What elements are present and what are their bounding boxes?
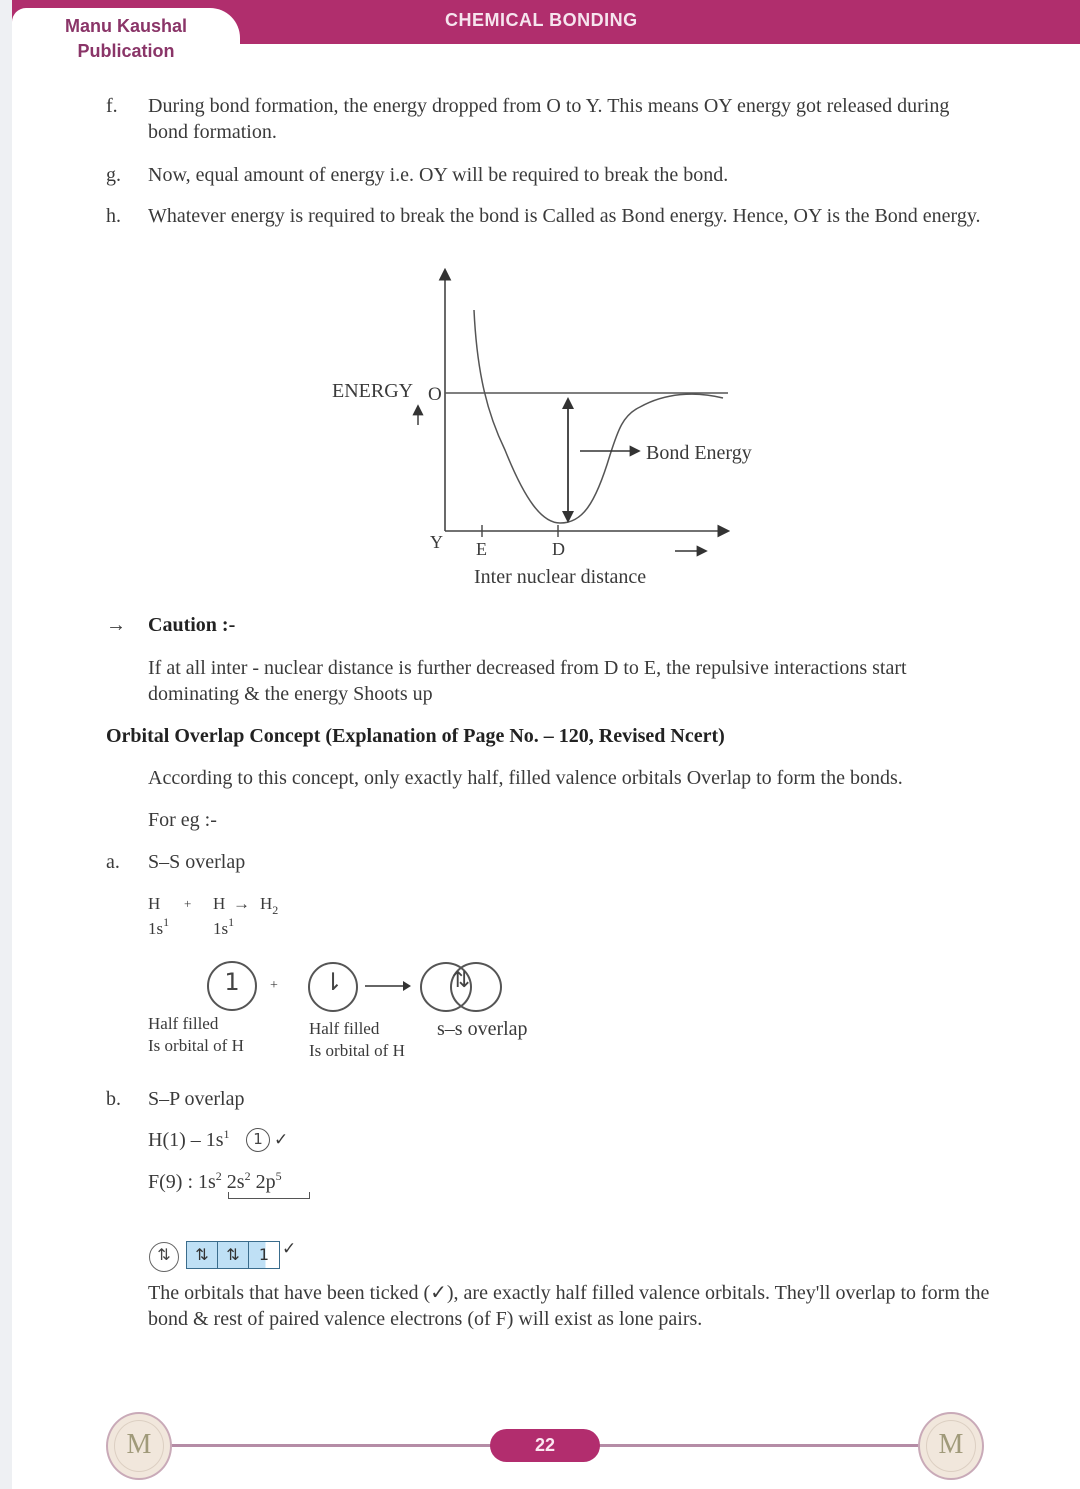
ss-marker: a. bbox=[106, 851, 120, 873]
tick-label-d: D bbox=[552, 539, 565, 559]
f-config-2s: 2s bbox=[221, 1171, 245, 1193]
f-config-2p: 2p bbox=[250, 1171, 276, 1193]
caution-arrow: → bbox=[106, 614, 126, 636]
y-axis-label: ENERGY bbox=[332, 380, 414, 402]
brand-line-1: Manu Kaushal bbox=[64, 16, 188, 36]
point-marker: g. bbox=[106, 164, 121, 186]
f-config-sup-2s: 2 bbox=[244, 1169, 251, 1183]
sp-marker: b. bbox=[106, 1088, 121, 1110]
x-axis-label: Inter nuclear distance bbox=[474, 566, 647, 588]
orbital-box-paired: ⇅ bbox=[218, 1242, 249, 1268]
publisher-seal-right: M bbox=[918, 1412, 984, 1480]
config-2 bbox=[213, 915, 235, 940]
publisher-seal-left: M bbox=[106, 1412, 172, 1480]
eq-plus: + bbox=[184, 896, 192, 911]
orbital-box-half-filled: 1 bbox=[249, 1242, 279, 1268]
section-heading: Orbital Overlap Concept (Explanation of Page No. – 120, Revised Ncert) bbox=[106, 725, 725, 747]
valence-bracket bbox=[228, 1192, 310, 1199]
tick-icon: ✓ bbox=[282, 1239, 297, 1259]
reaction-arrow-icon bbox=[365, 980, 413, 992]
overlap-label: s–s overlap bbox=[437, 1018, 528, 1040]
point-marker: f. bbox=[106, 95, 118, 117]
orbital-label-2-line-1: Half filled bbox=[309, 1019, 380, 1038]
conclusion-text: The orbitals that have been ticked (✓), are exactly half filled valence orbitals. They'll overlap to form the bond & rest of paired valence electrons (of F) will exist as lone pairs. bbox=[148, 1282, 990, 1330]
orbital-label-1 bbox=[148, 1013, 244, 1057]
sp-title: S–P overlap bbox=[148, 1088, 245, 1110]
ss-title: S–S overlap bbox=[148, 851, 246, 873]
bond-energy-label: Bond Energy bbox=[646, 442, 752, 464]
config-2-sup: 1 bbox=[228, 915, 235, 929]
section-intro: According to this concept, only exactly half, filled valence orbitals Overlap to form the bonds. bbox=[148, 767, 903, 789]
for-example-label: For eg :- bbox=[148, 809, 217, 831]
config-1 bbox=[148, 915, 170, 940]
point-marker: h. bbox=[106, 205, 121, 227]
chapter-title: CHEMICAL BONDING bbox=[445, 10, 638, 30]
caution-text: If at all inter - nuclear distance is further decreased from D to E, the repulsive interactions start dominating & the energy Shoots up bbox=[148, 657, 907, 705]
paired-electrons-icon: ⇅ bbox=[157, 1245, 171, 1264]
point-text: Whatever energy is required to break the bond is Called as Bond energy. Hence, OY is the Bond energy. bbox=[148, 205, 981, 227]
orbital-label-1-line-2: Is orbital of H bbox=[148, 1036, 244, 1055]
origin-label: O bbox=[428, 384, 442, 405]
f-config-sup-1s: 2 bbox=[215, 1169, 222, 1183]
page-number: 22 bbox=[490, 1429, 600, 1462]
h-config-sup: 1 bbox=[223, 1127, 230, 1141]
potential-energy-curve bbox=[474, 310, 723, 523]
electron-down-icon: ⇂ bbox=[322, 968, 344, 996]
config-1-sup: 1 bbox=[163, 915, 170, 929]
min-energy-label: Y bbox=[430, 532, 443, 552]
eq-product bbox=[260, 893, 278, 915]
orbital-box-paired: ⇅ bbox=[187, 1242, 218, 1268]
f-config-text: F(9) : 1s bbox=[148, 1171, 216, 1193]
orbital-plus: + bbox=[270, 978, 278, 993]
eq-h1: H bbox=[148, 894, 161, 913]
h-config bbox=[148, 1127, 230, 1153]
bond-energy-diagram bbox=[320, 265, 780, 595]
eq-product-subscript: 2 bbox=[272, 903, 279, 917]
orbital-label-1-line-1: Half filled bbox=[148, 1014, 219, 1033]
config-1-text: 1s bbox=[148, 919, 164, 938]
f-2p-orbital-boxes bbox=[186, 1241, 280, 1269]
page-edge bbox=[0, 0, 12, 1489]
f-config-sup-2p: 5 bbox=[275, 1169, 282, 1183]
publisher-brand bbox=[12, 14, 240, 64]
paired-electrons-icon: ⇅ bbox=[451, 968, 471, 993]
caution-title: Caution :- bbox=[148, 614, 236, 636]
point-text: Now, equal amount of energy i.e. OY will be required to break the bond. bbox=[148, 164, 729, 186]
h-config-text: H(1) – 1s bbox=[148, 1129, 224, 1151]
point-text: During bond formation, the energy dropped from O to Y. This means OY energy got released during bond formation. bbox=[148, 95, 950, 143]
electron-up-icon: 1 bbox=[224, 968, 240, 996]
tick-icon: ✓ bbox=[274, 1130, 289, 1150]
orbital-label-2-line-2: Is orbital of H bbox=[309, 1041, 405, 1060]
orbital-label-2 bbox=[309, 1018, 405, 1062]
config-2-text: 1s bbox=[213, 919, 229, 938]
brand-line-2: Publication bbox=[77, 41, 175, 61]
eq-arrow: → bbox=[233, 894, 250, 913]
h-electron-icon: 1 bbox=[253, 1130, 263, 1148]
tick-label-e: E bbox=[476, 539, 487, 559]
eq-product-symbol: H bbox=[260, 894, 273, 913]
eq-h2: H bbox=[213, 894, 226, 913]
